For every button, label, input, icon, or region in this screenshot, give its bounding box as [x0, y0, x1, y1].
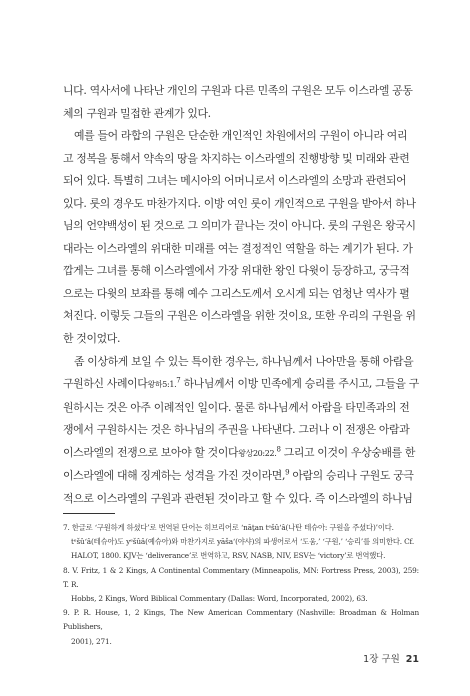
- text-line: 하나님께서 이방 민족에게 승리를 주시고, 그들을 구: [183, 377, 419, 391]
- text-line: 좀 이상하게 보일 수 있는 특이한 경우는, 하나님께서 나아만을 통해 아람을: [74, 354, 414, 368]
- footnote-7: [63, 521, 419, 564]
- page-footer: [363, 651, 419, 665]
- footnote-8: [63, 564, 419, 607]
- text-line: 있다. 룻의 경우도 마찬가지다. 이방 여인 룻이 개인적으로 구원을 받아서 하나: [63, 196, 416, 210]
- text-line: 적으로 이스라엘의 구원과 관련된 것이라고 할 수 있다. 즉 이스라엘의 하나님: [63, 491, 413, 505]
- footnote-line: Hobbs, 2 Kings, Word Biblical Commentary (Dallas: Word, Incorporated, 2002), 63.: [71, 594, 368, 604]
- text-line: 이스라엘의 전쟁으로 보아야 할 것이다: [63, 445, 239, 459]
- footnote-divider: [63, 513, 115, 514]
- footnote-marker-7[interactable]: 7: [176, 376, 181, 385]
- scripture-reference: 왕상20:22.: [238, 448, 277, 458]
- text-line: 한 것이었다.: [63, 332, 121, 346]
- text-line: 쟁에서 구원하시는 것은 하나님의 주권을 나타낸다. 그러나 이 전쟁은 아람과: [63, 423, 410, 437]
- paragraph-1: [63, 80, 419, 125]
- footnote-line: 2001), 271.: [71, 636, 112, 646]
- text-line: 원하시는 것은 아주 이례적인 일이다. 물론 하나님께서 아람을 타민족과의 전: [63, 400, 410, 414]
- text-line: 그리고 이것이 우상숭배를 한: [283, 445, 416, 459]
- text-line: 고 정복을 통해서 약속의 땅을 차지하는 이스라엘의 진행방향 및 미래와 관련: [63, 151, 410, 165]
- text-line: 으로는 다윗의 보좌를 통해 예수 그리스도께서 오시게 되는 엄청난 역사가 펼: [63, 286, 410, 300]
- body-text: [63, 80, 419, 510]
- footnote-line: 9. P. R. House, 1, 2 Kings, The New American Commentary (Nashville: Broadman & Holman Publishers,: [63, 608, 419, 632]
- text-line: 님의 언약백성이 된 것으로 그 의미가 끝나는 것이 아니다. 룻의 구원은 왕국시: [63, 219, 416, 233]
- footnote-line: 8. V. Fritz, 1 & 2 Kings, A Continental Commentary (Minneapolis, MN: Fortress Press, 2003), 259: T. R.: [63, 565, 419, 589]
- text-line: 구원하신 사례이다: [63, 377, 148, 391]
- text-line: 깝게는 그녀를 통해 이스라엘에서 가장 위대한 왕인 다윗이 등장하고, 궁극적: [63, 264, 410, 278]
- footnote-line: tᵉšû‘â(테슈아)도 yᵉšûâ(예슈아)와 마찬가지로 yāša‘(야샤)의 파생어로서 ‘도움,’ ‘구원,’ ‘승리’를 의미한다. Cf.: [71, 537, 414, 547]
- text-line: 체의 구원과 밀접한 관계가 있다.: [63, 106, 211, 120]
- text-line: 이스라엘에 대해 징계하는 성격을 가진 것이라면,: [63, 469, 286, 483]
- paragraph-2: [63, 125, 419, 350]
- footnote-9: [63, 606, 419, 649]
- text-line: 예를 들어 라합의 구원은 단순한 개인적인 차원에서의 구원이 아니라 여리: [74, 129, 408, 143]
- page-number: 21: [405, 654, 419, 665]
- footnote-line: HALOT, 1800. KJV는 ‘deliverance’로 번역하고, RSV, NASB, NIV, ESV는 ‘victory’로 번역했다.: [71, 551, 386, 561]
- footnote-marker-9[interactable]: 9: [285, 468, 290, 477]
- text-line: 대라는 이스라엘의 위대한 미래를 여는 결정적인 역할을 하는 계기가 된다. 가: [63, 241, 413, 255]
- footnote-marker-8[interactable]: 8: [276, 445, 281, 454]
- text-line: 되어 있다. 특별히 그녀는 메시아의 어머니로서 이스라엘의 소망과 관련되어: [63, 174, 407, 188]
- text-line: 니다. 역사서에 나타난 개인의 구원과 다른 민족의 구원은 모두 이스라엘 공동: [63, 84, 413, 97]
- footnote-line: 7. 한글로 ‘구원하게 하셨다’로 번역된 단어는 히브리어로 ‘nāṯan tᵉšû‘â(나탄 테슈아: 구원을 주셨다)’이다.: [63, 523, 394, 532]
- scripture-reference: 왕하5:1.: [147, 380, 177, 390]
- chapter-label: 1장 구원: [363, 654, 400, 665]
- text-line: 쳐진다. 이렇듯 그들의 구원은 이스라엘을 위한 것이요, 또한 우리의 구원을 위: [63, 309, 416, 323]
- footnotes: [63, 521, 419, 649]
- paragraph-3: [63, 351, 419, 511]
- text-line: 아람의 승리나 구원도 궁극: [292, 469, 414, 483]
